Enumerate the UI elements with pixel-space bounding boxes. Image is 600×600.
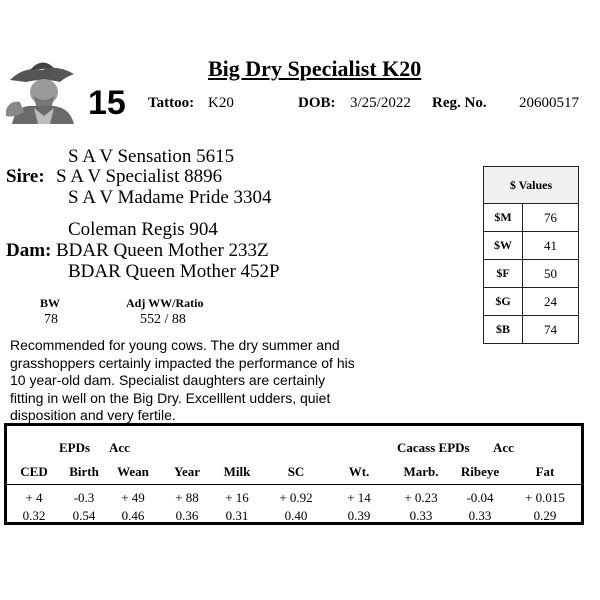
epd-column-header: Ribeye (460, 464, 500, 479)
svalues-row (484, 232, 579, 260)
epd-value: + 4 (25, 490, 43, 505)
epd-divider (7, 484, 581, 485)
epd-column-header: SC (287, 464, 305, 479)
svalue-label: $B (484, 316, 523, 344)
comment-line: 10 year-old dam. Specialist daughters are certainly (10, 372, 326, 388)
dam-name: BDAR Queen Mother 233Z (56, 240, 269, 261)
sire-sire: S A V Sensation 5615 (68, 146, 235, 167)
svalues-row (484, 260, 579, 288)
svalues-title: $ Values (484, 167, 579, 204)
ww-label: Adj WW/Ratio (126, 296, 204, 310)
svalue-value: 76 (523, 204, 579, 232)
svalue-value: 24 (523, 288, 579, 316)
epd-value: + 0.015 (525, 490, 565, 505)
lot-number: 15 (88, 84, 126, 122)
epd-value: + 49 (121, 490, 145, 505)
tattoo-value: K20 (208, 95, 234, 111)
epd-group-label: EPDs (59, 440, 91, 455)
epd-value: -0.04 (466, 490, 494, 505)
tattoo-label: Tattoo: (148, 95, 195, 111)
reg-value: 20600517 (519, 95, 579, 111)
epd-accuracy: 0.31 (225, 508, 249, 523)
epd-table (4, 423, 584, 525)
sire-name: S A V Specialist 8896 (56, 166, 223, 187)
epd-column-header: Wt. (348, 464, 370, 479)
epd-accuracy: 0.46 (121, 508, 145, 523)
epd-accuracy: 0.29 (533, 508, 557, 523)
comment-line: fitting in well on the Big Dry. Excelllent udders, quiet (10, 389, 331, 406)
epd-column-header: Fat (535, 464, 555, 479)
svalue-value: 41 (523, 232, 579, 260)
epd-accuracy: 0.36 (175, 508, 199, 523)
carcass-epd-label: Cacass EPDs (397, 440, 470, 455)
svalues-row (484, 288, 579, 316)
epd-value: + 0.23 (404, 490, 438, 505)
cowboy-logo-icon (4, 52, 78, 124)
epd-column-header: Year (174, 464, 200, 479)
comment-line: disposition and very fertile. (10, 407, 176, 423)
epd-value: + 16 (225, 490, 249, 505)
epd-accuracy: 0.54 (72, 508, 96, 523)
svalue-label: $W (484, 232, 523, 260)
dam-dam: BDAR Queen Mother 452P (68, 261, 280, 282)
sire-dam: S A V Madame Pride 3304 (68, 187, 272, 208)
svalues-table (483, 166, 579, 344)
epd-value: -0.3 (73, 490, 95, 505)
svalue-label: $F (484, 260, 523, 288)
comment-line: grasshoppers certainly impacted the performance of his (10, 354, 355, 371)
epd-accuracy: 0.33 (468, 508, 492, 523)
epd-value: + 14 (347, 490, 371, 505)
svalue-label: $G (484, 288, 523, 316)
svalue-label: $M (484, 204, 523, 232)
epd-acc-label: Acc (109, 440, 130, 455)
carcass-acc-label: Acc (493, 440, 514, 455)
epd-accuracy: 0.39 (347, 508, 371, 523)
page-title: Big Dry Specialist K20 (208, 56, 422, 81)
dam-label: Dam: (6, 240, 52, 261)
epd-value: + 88 (175, 490, 199, 505)
svalue-value: 50 (523, 260, 579, 288)
svalues-row (484, 204, 579, 232)
svalues-row (484, 316, 579, 344)
epd-column-header: Milk (223, 464, 251, 479)
reg-label: Reg. No. (432, 95, 487, 111)
epd-accuracy: 0.33 (409, 508, 433, 523)
dob-label: DOB: (298, 95, 336, 111)
bw-label: BW (40, 296, 61, 310)
ww-value: 552 / 88 (140, 312, 186, 327)
epd-column-header: Wean (117, 464, 149, 479)
comment-line: Recommended for young cows. The dry summer and (10, 337, 340, 353)
dob-value: 3/25/2022 (350, 95, 411, 111)
epd-column-header: CED (20, 464, 48, 479)
bw-value: 78 (44, 312, 58, 327)
epd-column-header: Birth (69, 464, 99, 479)
svalue-value: 74 (523, 316, 579, 344)
dam-sire: Coleman Regis 904 (68, 219, 218, 240)
epd-value: + 0.92 (279, 490, 313, 505)
epd-accuracy: 0.40 (284, 508, 308, 523)
epd-column-header: Marb. (403, 464, 439, 479)
comment-paragraph (10, 337, 375, 425)
epd-accuracy: 0.32 (22, 508, 46, 523)
sire-label: Sire: (6, 166, 45, 187)
